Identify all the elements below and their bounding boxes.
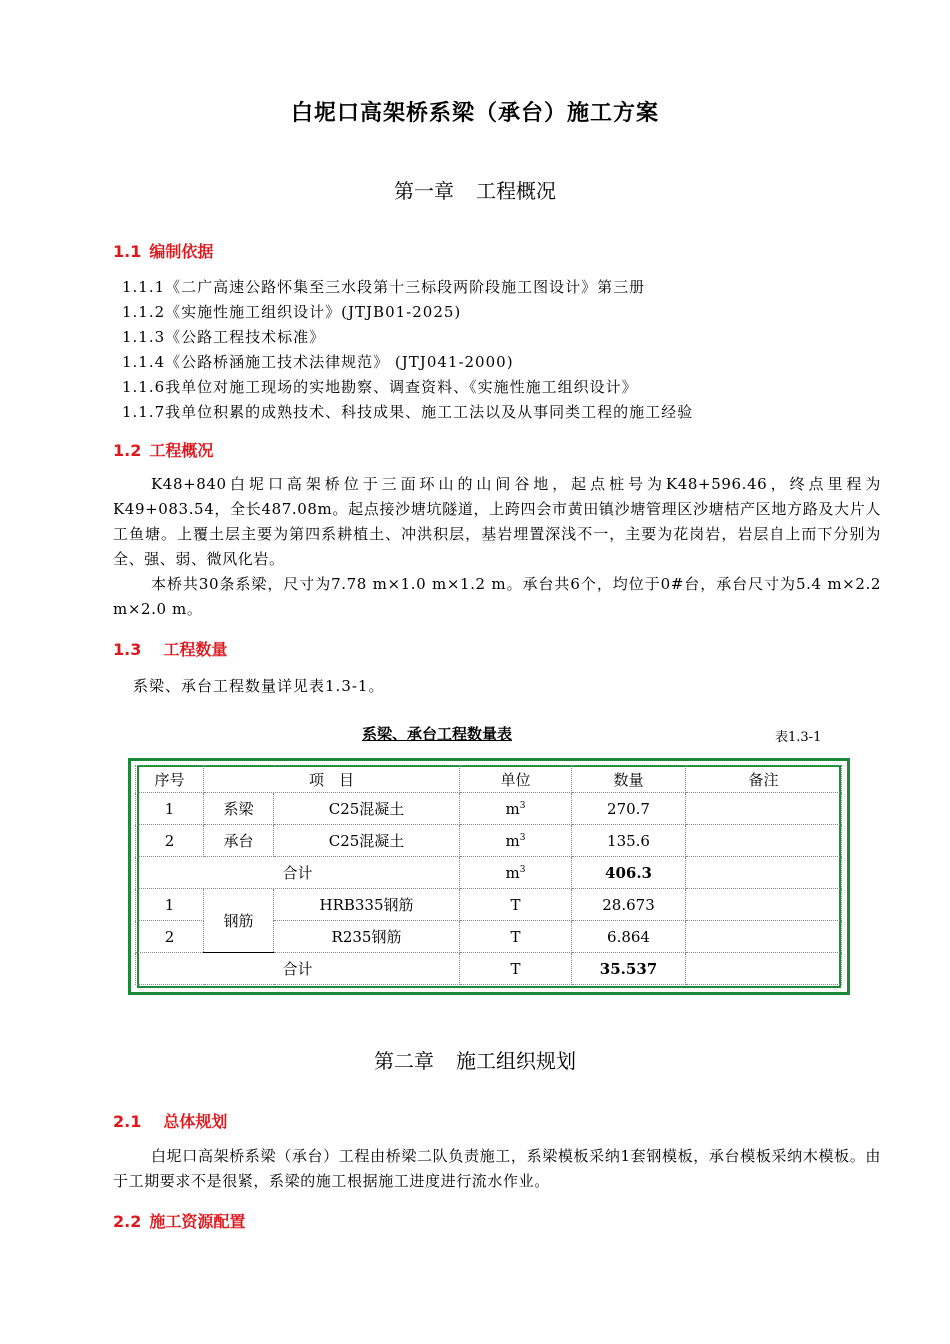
header-item: 项 目: [204, 766, 460, 793]
section-1-2-heading: [113, 438, 213, 461]
section-title: 工程数量: [163, 640, 228, 659]
reference-item: 1.1.4《公路桥涵施工技术法律规范》 (JTJ041-2000): [122, 353, 514, 371]
cell-spec: C25混凝土: [274, 825, 460, 857]
cell-no: 1: [136, 889, 204, 921]
unit-superscript: 3: [519, 832, 526, 843]
plan-paragraph: 白坭口高架桥系梁（承台）工程由桥梁二队负责施工，系梁模板采纳1套钢模板，承台模板采纳木模板。由于工期要求不是很紧，系梁的施工根据施工进度进行流水作业。: [113, 1147, 881, 1190]
header-qty: 数量: [572, 766, 686, 793]
cell-unit: T: [460, 889, 572, 921]
cell-no: 2: [136, 921, 204, 953]
quantity-table: [135, 765, 842, 985]
section-title: 工程概况: [149, 441, 214, 460]
chapter-title: 工程概况: [476, 179, 556, 203]
chapter-2-heading: [0, 1045, 950, 1074]
quantity-note: 系梁、承台工程数量详见表1.3-1。: [133, 677, 385, 695]
section-number: 1.2: [113, 441, 142, 460]
overview-paragraph: K48+840白坭口高架桥位于三面环山的山间谷地，起点桩号为K48+596.46，终点里程为K49+083.54，全长487.08m。起点接沙塘坑隧道，上跨四会市黄田镇沙塘管理区沙塘桔产区地方路及大片人工鱼塘。上覆土层主要为第四系耕植土、冲洪积层，基岩埋置深浅不一，主要为花岗岩，岩层自上而下分别为全、强、弱、微风化岩。: [113, 475, 881, 568]
unit-base: m: [505, 831, 520, 850]
cell-remark: [686, 793, 842, 825]
cell-qty: 28.673: [572, 889, 686, 921]
reference-item: 1.1.1《二广高速公路怀集至三水段第十三标段两阶段施工图设计》第三册: [122, 278, 646, 296]
section-number: 2.2: [113, 1212, 142, 1231]
cell-group: 承台: [204, 825, 274, 857]
chapter-title: 施工组织规划: [456, 1049, 576, 1073]
section-2-2-heading: [113, 1209, 245, 1232]
cell-unit: T: [460, 921, 572, 953]
unit-superscript: 3: [519, 864, 526, 875]
cell-qty-total: 35.537: [572, 953, 686, 985]
overview-dimensions-paragraph: 本桥共30条系梁，尺寸为7.78 m×1.0 m×1.2 m。承台共6个，均位于0#台，承台尺寸为5.4 m×2.2 m×2.0 m。: [113, 575, 881, 618]
section-number: 2.1: [113, 1112, 142, 1131]
cell-unit: T: [460, 953, 572, 985]
header-no: 序号: [136, 766, 204, 793]
header-remark: 备注: [686, 766, 842, 793]
cell-group: 系梁: [204, 793, 274, 825]
section-1-1-heading: [113, 239, 213, 262]
cell-no: 1: [136, 793, 204, 825]
cell-spec: C25混凝土: [274, 793, 460, 825]
table-row: [136, 825, 842, 857]
reference-item: 1.1.2《实施性施工组织设计》(JTJB01-2025): [122, 303, 462, 321]
table-row: [136, 793, 842, 825]
unit-base: m: [505, 863, 520, 882]
cell-remark: [686, 825, 842, 857]
cell-qty-total: 406.3: [572, 857, 686, 889]
cell-qty: 135.6: [572, 825, 686, 857]
cell-qty: 6.864: [572, 921, 686, 953]
chapter-1-heading: [0, 175, 950, 204]
cell-remark: [686, 889, 842, 921]
cell-unit: [460, 825, 572, 857]
reference-item: 1.1.6我单位对施工现场的实地勘察、调查资料、《实施性施工组织设计》: [122, 378, 638, 396]
table-caption: 系梁、承台工程数量表: [362, 725, 513, 743]
chapter-number: 第一章: [394, 179, 454, 203]
table-row: [136, 889, 842, 921]
table-subtotal-row: [136, 857, 842, 889]
section-title: 总体规划: [163, 1112, 228, 1131]
reference-item: 1.1.3《公路工程技术标准》: [122, 328, 326, 346]
cell-spec: R235钢筋: [274, 921, 460, 953]
cell-no: 2: [136, 825, 204, 857]
cell-group: 钢筋: [204, 889, 274, 953]
section-1-3-heading: [113, 637, 227, 660]
cell-spec: HRB335钢筋: [274, 889, 460, 921]
cell-qty: 270.7: [572, 793, 686, 825]
section-2-1-heading: [113, 1109, 227, 1132]
table-subtotal-row: [136, 953, 842, 985]
cell-remark: [686, 953, 842, 985]
chapter-number: 第二章: [374, 1049, 434, 1073]
cell-remark: [686, 857, 842, 889]
unit-superscript: 3: [519, 800, 526, 811]
reference-item: 1.1.7我单位积累的成熟技术、科技成果、施工工法以及从事同类工程的施工经验: [122, 403, 694, 421]
header-unit: 单位: [460, 766, 572, 793]
document-title: 白坭口高架桥系梁（承台）施工方案: [290, 101, 659, 126]
section-title: 编制依据: [149, 242, 214, 261]
section-number: 1.3: [113, 640, 142, 659]
table-number: 表1.3-1: [775, 730, 822, 745]
cell-unit: [460, 857, 572, 889]
cell-subtotal-label: 合计: [136, 857, 460, 889]
cell-unit: [460, 793, 572, 825]
cell-subtotal-label: 合计: [136, 953, 460, 985]
table-header-row: [136, 766, 842, 793]
cell-remark: [686, 921, 842, 953]
section-number: 1.1: [113, 242, 142, 261]
section-title: 施工资源配置: [149, 1212, 246, 1231]
unit-base: m: [505, 799, 520, 818]
